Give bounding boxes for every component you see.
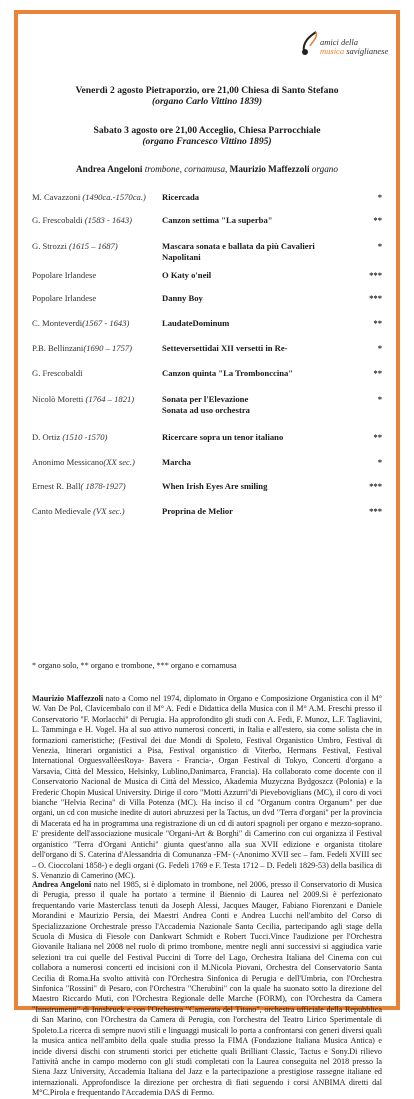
program-work [162,457,352,468]
composer-dates: ( 1878-1927) [80,481,126,491]
concert-1-heading [18,85,396,107]
composer-name: G. Frescobaldi [32,368,83,378]
performer-1-name: Andrea Angeloni [76,164,143,174]
work-title: Ricercada [162,192,200,202]
instrumentation-marker: *** [369,506,382,516]
bio-1-name: Maurizio Maffezzoli [32,694,104,703]
composer-name: Nicolò Moretti [32,394,86,404]
composer-name: G. Frescobaldi [32,215,85,225]
program-composer [32,343,156,353]
performer-1-role: trombone, cornamusa, [142,164,230,174]
instrumentation-marker: * [377,394,382,404]
composer-name: P.B. Bellinzani [32,343,84,353]
work-title: O Katy o'neil [162,270,212,280]
composer-name: M. Cavazzoni [32,192,83,202]
program-work [162,432,352,443]
composer-dates: (XX sec.) [103,457,135,467]
program-composer [32,215,156,225]
work-title: When Irish Eyes Are smiling [162,481,268,491]
work-title: Canzon settima "La superba" [162,215,273,225]
concert-2-line1: Sabato 3 agosto ore 21,00 Acceglio, Chiesa Parrocchiale [93,125,321,136]
instrumentation-marker: ** [373,368,382,378]
program-composer [32,293,156,303]
composer-dates: (1615 – 1687) [69,241,118,251]
instrumentation-marker: *** [369,270,382,280]
composer-dates: (VX sec.) [93,506,125,516]
instrument-legend: * organo solo, ** organo e trombone, *** organo e cornamusa [32,661,237,670]
program-work [162,368,352,379]
bio-2-name: Andrea Angeloni [32,880,92,889]
work-title: Sonata per l'Elevazione [162,394,249,404]
program-work [162,506,352,517]
note-swirl-icon [300,28,320,56]
bio-1-text: nato a Como nel 1974, diplomato in Organo e Composizione Organistica con il M° W. Van De Pol, Clavicembalo con il M° A. Fedi e Didattica della Musica con il M° A.M. Freschi presso il Conservatorio "F. Morlacchi" di Perugia. Ha approfondito gli studi con A. Fedi, F. Munoz, L.F. Tagliavini, L. Tamminga e H. Vogel. Ha al suo attivo numerosi concerti, in Italia e all'estero, sia come solista che in formazioni cameristiche; (Festival dei due Mondi di Spoleto, Festival Organistico Umbro, Festival di Venezia, Itinerari organistici a Pisa, Festival organistico di Viterbo, Hermans Festival, Festival International OrguesvallèesRoya- Bavera - Francia-, Organ Festival di Tokyo, Concerti d'organo a Varsavia, Città del Messico, Helsinky, Lublino,Danimarca, Francia). Ha collaborato come docente con il Conservatorio Nacional de Musica di Città del Messico, Akademia Muzyczna Bydgoszcz (Polonia) e la Frederic Chopin Musical University. Dirige il coro "Motti Azzurri"di Pieveboviglians (MC), il coro di voci bianche "Helvia Recina" di Villa Potenza (MC). Ha inciso il cd "Organum contra Organum" per due organi, un cd con musiche inedite di autori abruzzesi per la Tactus, un dvd "Terra d'organi" per la provincia di Macerata ed ha in programma una registrazione di un cd di autori spagnoli per organo e mezzo-soprano. E' presidente dell'associazione musicale "Organi-Art & Borghi" di Camerino con cui organizza il Festival organistico "Terra d'Organi Antichi" giunta quest'anno alla sua XVII edizione e organista titolare dell'organo di S. Caterina d'Alessandria di Comunanza -FM- (-Anonimo XVII sec – fam. Fedeli XVIII sec – O. Cioccolani 1858-) e degli organi (G. Fedeli 1769 e F. Testa 1712 – D. Fedeli 1829-53) della basilica di S. Venanzio di Camerino (MC). [32,694,382,880]
program-composer [32,481,156,491]
composer-name: Canto Medievale [32,506,94,516]
poster-frame [14,10,400,1098]
work-title: Canzon quinta "La Trombonccina" [162,368,294,378]
composer-dates: (1690 – 1757) [83,343,133,353]
program-work [162,215,352,226]
work-title: Ricercare sopra un tenor italiano [162,432,284,442]
program-composer [32,394,156,404]
work-title: Marcha [162,457,191,467]
logo-line2: musica [320,46,345,56]
composer-dates: (1764 – 1821) [85,394,135,404]
program-work [162,270,352,281]
program-composer [32,506,156,516]
program-work [162,293,352,304]
performer-2-role: organo [309,164,338,174]
association-logo [300,28,389,64]
composer-name: C. Monteverdi [32,318,83,328]
composer-dates: (1567 - 1643) [82,318,130,328]
program-composer [32,318,156,328]
instrumentation-marker: ** [373,432,382,442]
instrumentation-marker: ** [373,215,382,225]
biography-angeloni [32,880,382,1099]
program-composer [32,457,156,467]
program-work [162,394,352,416]
bio-2-text: nato nel 1985, si è diplomato in trombone, nel 2006, presso il Conservatorio di Musica di Perugia, presso il quale ha portato a termine il Biennio di Laurea nel 2009.Si è perfezionato frequentando varie Masterclass tenuti da Joseph Alessi, Jacques Mauger, Fabiano Fiorenzani e Daniele Morandini e Maurizio Persia, dei Maestri Andrea Conti e Andrea Lucchi nell'ambito del Corso di Specializzazione Orchestrale presso l'Accademia Nazionale Santa Cecilia, partecipando agli stage della Scuola di Musica di Fiesole con Dankwart Schmidt e Robert Tucci.Vince l'audizione per l'Orchestra Giovanile Italiana nel 2008 nel ruolo di primo trombone, mentre negli anni successivi si aggiudica varie selezioni tra cui quelle del Festival Puccini di Torre del Lago, Orchestra Italiana del Cinema con cui collabora a numerosi concerti ed incisioni con il M.Nicola Piovani, Orchestra del Conservatorio Santa Cecilia di Roma.Ha svolto attività con l'Orchestra Sinfonica di Perugia e dell'Umbria, con l'Orchestra Sinfonica "Rossini" di Pesaro, con l'Orchestra "Cherubini" con la quale ha suonato sotto la direzione del Maestro Riccardo Muti, con l'Orchestra Regionale delle Marche (FORM), con l'Orchestra da Camera "Innstrumenti" di Innsbruck e con l'Orchestra "Camerata del Titano", orchestra ufficiale della Repubblica di San Marino, con l'Orchestra da Camera di Perugia, con l'orchestra del Teatro Lirico Sperimentale di Spoleto.La ricerca di sempre nuovi stili e linguaggi musicali lo porta a confrontarsi con generi diversi quali la musica antica nell'ambito della quale studia presso la FIMA (Fondazione Italiana Musica Antica) e incide diversi dischi con strumenti storici per etichette quali Brilliant Classic, Tactus e Sony.Di rilievo l'attività anche in campo moderno con gli studi completati con la Laurea conseguita nel 2018 presso la Siena Jazz University, Accademia Italiana del Jazz e la partecipazione a prestigiose rassegne italiane ed internazionali. Approfondisce la direzione per orchestra di fiati seguendo i corsi ANBIMA diretti dal M°C.Pirola e frequentando l'Accademia DAS di Fermo. [32,880,382,1098]
composer-name: Ernest R. Ball [32,481,81,491]
instrumentation-marker: * [377,241,382,251]
instrumentation-marker: *** [369,481,382,491]
performers-line [18,164,396,174]
instrumentation-marker: *** [369,293,382,303]
concert-2-heading [18,125,396,147]
program-composer [32,192,156,202]
program-composer [32,241,156,251]
logo-line3: saviglianese [346,46,389,56]
composer-name: G. Strozzi [32,241,69,251]
instrumentation-marker: * [377,192,382,202]
composer-dates: (1583 - 1643) [84,215,133,225]
work-title: Danny Boy [162,293,203,303]
biography-maffezzoli [32,694,382,881]
composer-dates: (1490ca.-1570ca.) [82,192,146,202]
work-title: Mascara sonata e ballata da più Cavalieri Napolitani [162,241,315,262]
composer-name: Popolare Irlandese [32,293,97,303]
concert-1-organ: (organo Carlo Vittino 1839) [151,96,263,107]
concert-1-line1: Venerdì 2 agosto Pietraporzio, ore 21,00 Chiesa di Santo Stefano [75,85,339,96]
program-work [162,343,352,354]
program-work [162,241,352,263]
composer-name: D. Ortiz [32,432,63,442]
logo-line1: amici della [320,37,359,47]
work-title: LaudateDominum [162,318,230,328]
program-work [162,481,352,492]
composer-name: Anonimo Messicano [32,457,104,467]
program-work [162,318,352,329]
program-work [162,192,352,203]
composer-dates: (1510 -1570) [62,432,108,442]
work-title: Setteversettidai XII versetti in Re- [162,343,288,353]
concert-2-organ: (organo Francesco Vittino 1895) [142,136,272,147]
performer-2-name: Maurizio Maffezzoli [229,164,310,174]
program-composer [32,270,156,280]
program-composer [32,432,156,442]
work-title-secondary: Sonata ad uso orchestra [162,405,250,415]
instrumentation-marker: * [377,343,382,353]
program-composer [32,368,156,378]
instrumentation-marker: ** [373,318,382,328]
composer-name: Popolare Irlandese [32,270,97,280]
work-title: Proprina de Melior [162,506,233,516]
instrumentation-marker: * [377,457,382,467]
